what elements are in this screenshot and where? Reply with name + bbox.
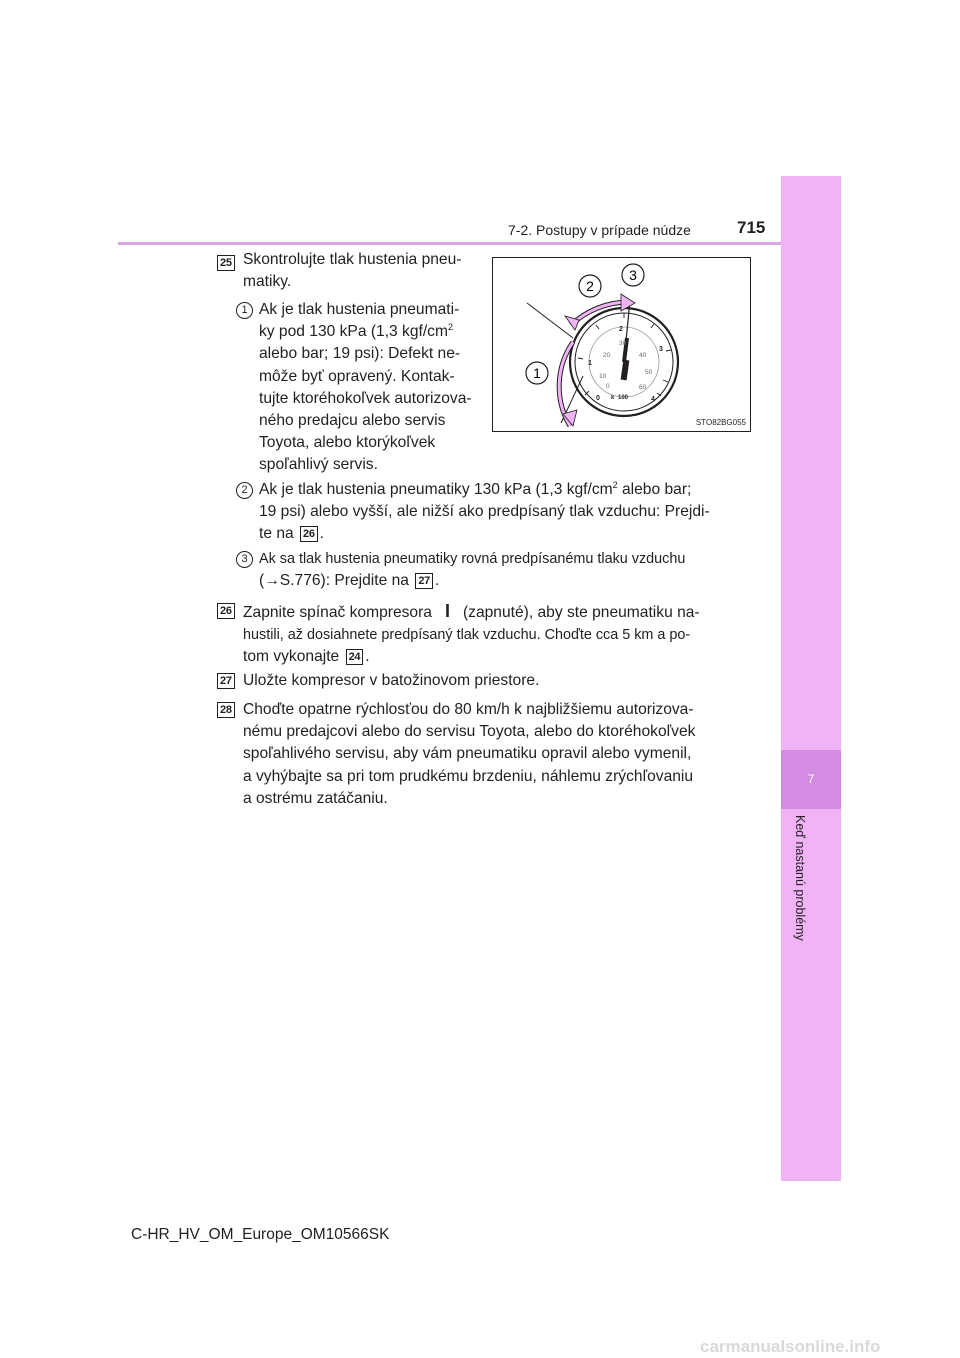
callout-1: 1 (533, 365, 541, 381)
chapter-number: 7 (807, 772, 815, 786)
condition-2-text: Ak je tlak hustenia pneumatiky 130 kPa (1,3 kgf/$cm^2$ alebo bar; 19 psi) alebo vyšší, ale nižší ako predpísaný tlak vzduchu: Prejdi- te na 26 . (259, 479, 710, 543)
condition-number-3: 3 (236, 551, 253, 568)
document-id: C-HR_HV_OM_Europe_OM10566SK (131, 1226, 390, 1243)
pressure-gauge-figure (492, 257, 751, 432)
gauge-outer-3: 3 (659, 346, 663, 353)
page-number: 715 (737, 218, 766, 237)
gauge-unit: k (611, 395, 615, 401)
step-ref-24[interactable]: 24 (346, 649, 364, 665)
step-badge-28: 28 (217, 702, 235, 718)
step-25-text: Skontrolujte tlak hustenia pneu- matiky. (243, 251, 462, 291)
figure-code: STO82BG055 (695, 418, 746, 427)
step-ref-27[interactable]: 27 (415, 573, 433, 589)
step-badge-26: 26 (217, 603, 235, 619)
tire-pressure-gauge-illustration (493, 258, 750, 431)
gauge-inner-60: 60 (639, 384, 647, 391)
chapter-title: Keď nastanú problémy (793, 815, 807, 941)
condition-number-2: 2 (236, 482, 253, 499)
step-26-text: Zapnite spínač kompresora I (zapnuté), aby ste pneumatiku na- hustili, až dosiahnete predpísaný tlak vzduchu. Choďte cca 5 km a po- tom vykonajte 24 . (243, 601, 700, 666)
watermark-logo (700, 1336, 958, 1356)
condition-3-text: Ak sa tlak hustenia pneumatiky rovná predpísanému tlaku vzduchu (→S.776): Prejdite na 27 . (259, 551, 686, 590)
step-28-text: Choďte opatrne rýchlosťou do 80 km/h k najbližšiemu autorizova- nému predajcovi alebo do servisu Toyota, alebo do ktoréhokoľvek spoľahlivého servisu, aby vám pneumatiku opravil alebo vymenil, a vyhýbajte sa pri tom prudkému brzdeniu, náhlemu zrýchľovaniu a ostrému zatáčaniu. (243, 701, 696, 807)
gauge-inner-0: 0 (606, 383, 610, 390)
header-rule (118, 242, 781, 245)
condition-number-1: 1 (236, 302, 253, 319)
condition-1-text: Ak je tlak hustenia pneumati- ky pod 130 kPa (1,3 kgf/$cm^2$ alebo bar; 19 psi): Defekt ne- môže byť opravený. Kontak- tujte ktoréhokoľvek autorizova- ného predajcu alebo servis Toyota, alebo ktorýkoľvek spoľahlivý servis. (259, 301, 472, 474)
callout-2: 2 (586, 278, 594, 294)
gauge-inner-50: 50 (645, 369, 653, 376)
step-badge-25: 25 (217, 255, 235, 271)
gauge-inner-40: 40 (639, 352, 647, 359)
gauge-outer-4: 4 (651, 396, 655, 403)
gauge-inner-30: 30 (619, 340, 627, 347)
arrow-icon: → (264, 572, 280, 590)
gauge-inner-10: 10 (599, 373, 607, 380)
section-title: 7-2. Postupy v prípade núdze (508, 222, 691, 238)
gauge-outer-0: 0 (596, 395, 600, 402)
gauge-outer-2: 2 (619, 326, 623, 333)
chapter-tab (781, 176, 841, 1181)
callout-3: 3 (629, 267, 637, 283)
gauge-outer-1: 1 (588, 360, 592, 367)
watermark-text: carmanualsonline.info (700, 1337, 881, 1356)
gauge-center-100: 100 (618, 395, 629, 401)
step-ref-26[interactable]: 26 (300, 526, 318, 542)
step-27-text: Uložte kompresor v batožinovom priestore. (243, 672, 540, 689)
gauge-inner-20: 20 (603, 352, 611, 359)
power-on-symbol-icon: I (444, 601, 450, 621)
step-badge-27: 27 (217, 673, 235, 689)
